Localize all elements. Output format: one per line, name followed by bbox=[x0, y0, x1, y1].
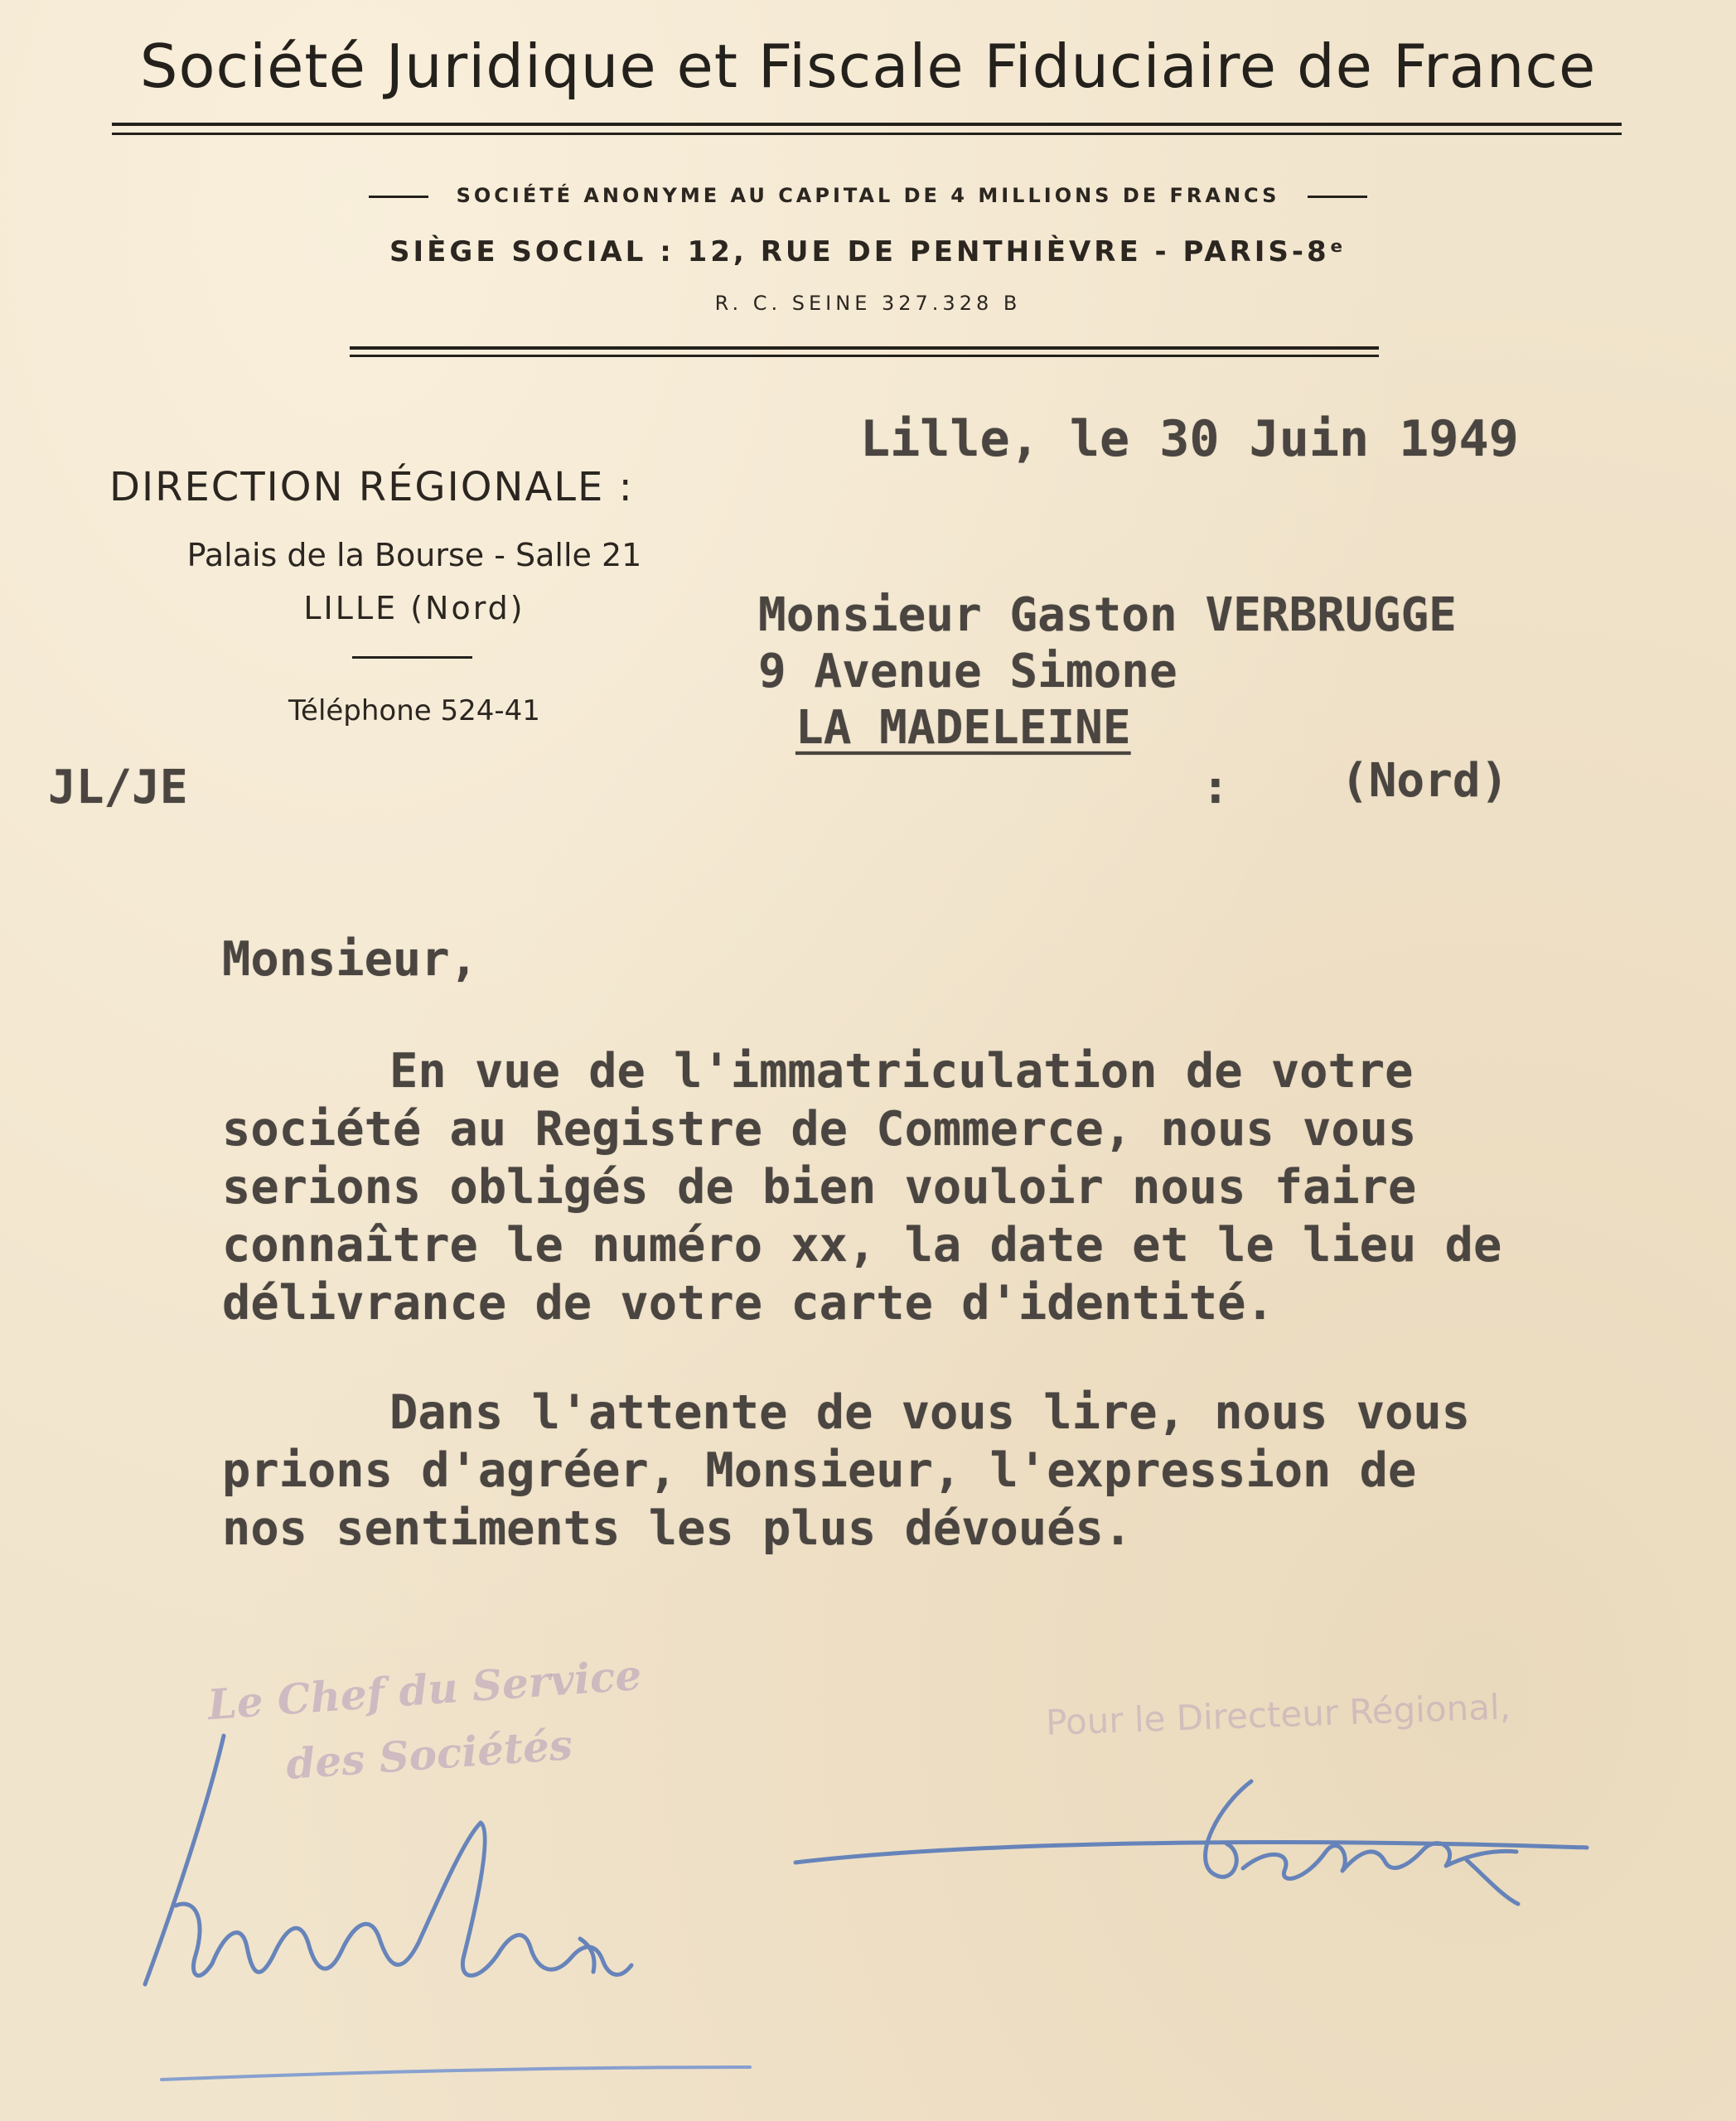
subheader-rule-bottom bbox=[350, 355, 1379, 357]
subheader-rule-top bbox=[350, 346, 1379, 350]
recipient-city: LA MADELEINE bbox=[795, 701, 1131, 755]
paragraph2-line3: nos sentiments les plus dévoués. bbox=[222, 1501, 1133, 1556]
reference-initials: JL/JE bbox=[48, 761, 188, 814]
direction-address2: LILLE (Nord) bbox=[303, 590, 525, 626]
paragraph2-line1: Dans l'attente de vous lire, nous vous bbox=[389, 1385, 1471, 1440]
direction-title: DIRECTION RÉGIONALE : bbox=[109, 464, 634, 510]
recipient-street: 9 Avenue Simone bbox=[758, 645, 1177, 698]
paragraph1-line3: serions obligés de bien vouloir nous faire bbox=[222, 1160, 1417, 1215]
recipient-region: (Nord) bbox=[1341, 754, 1509, 808]
dash-right bbox=[1308, 196, 1367, 198]
siege-social: SIÈGE SOCIAL : 12, RUE DE PENTHIÈVRE - PARIS-8ᵉ bbox=[389, 235, 1347, 268]
paragraph1-line5: délivrance de votre carte d'identité. bbox=[222, 1276, 1274, 1331]
header-rule-top bbox=[112, 123, 1622, 126]
header-rule-bottom bbox=[112, 133, 1622, 135]
stamp-left-line1: Le Chef du Service bbox=[206, 1650, 643, 1730]
paragraph1-line1: En vue de l'immatriculation de votre bbox=[389, 1044, 1414, 1099]
salutation: Monsieur, bbox=[222, 932, 478, 987]
recipient-name: Monsieur Gaston VERBRUGGE bbox=[758, 588, 1457, 642]
direction-phone: Téléphone 524-41 bbox=[288, 694, 540, 727]
rc-number: R. C. SEINE 327.328 B bbox=[714, 292, 1022, 315]
direction-address1: Palais de la Bourse - Salle 21 bbox=[186, 537, 642, 573]
recipient-colon: : bbox=[1202, 761, 1230, 814]
dash-left bbox=[369, 196, 428, 198]
direction-divider bbox=[352, 656, 472, 659]
stamp-right: Pour le Directeur Régional, bbox=[1045, 1686, 1511, 1743]
company-name: Société Juridique et Fiscale Fiduciaire de France bbox=[139, 31, 1597, 101]
capital-text: SOCIÉTÉ ANONYME AU CAPITAL DE 4 MILLIONS DE FRANCS bbox=[456, 184, 1280, 207]
paragraph1-line4: connaître le numéro xx, la date et le lieu de bbox=[222, 1218, 1502, 1273]
letter-date: Lille, le 30 Juin 1949 bbox=[860, 410, 1519, 468]
paragraph2-line2: prions d'agréer, Monsieur, l'expression de bbox=[222, 1443, 1417, 1498]
stamp-left-line2: des Sociétés bbox=[284, 1720, 574, 1789]
capital-line bbox=[0, 184, 1736, 207]
paragraph1-line2: société au Registre de Commerce, nous vous bbox=[222, 1102, 1417, 1157]
